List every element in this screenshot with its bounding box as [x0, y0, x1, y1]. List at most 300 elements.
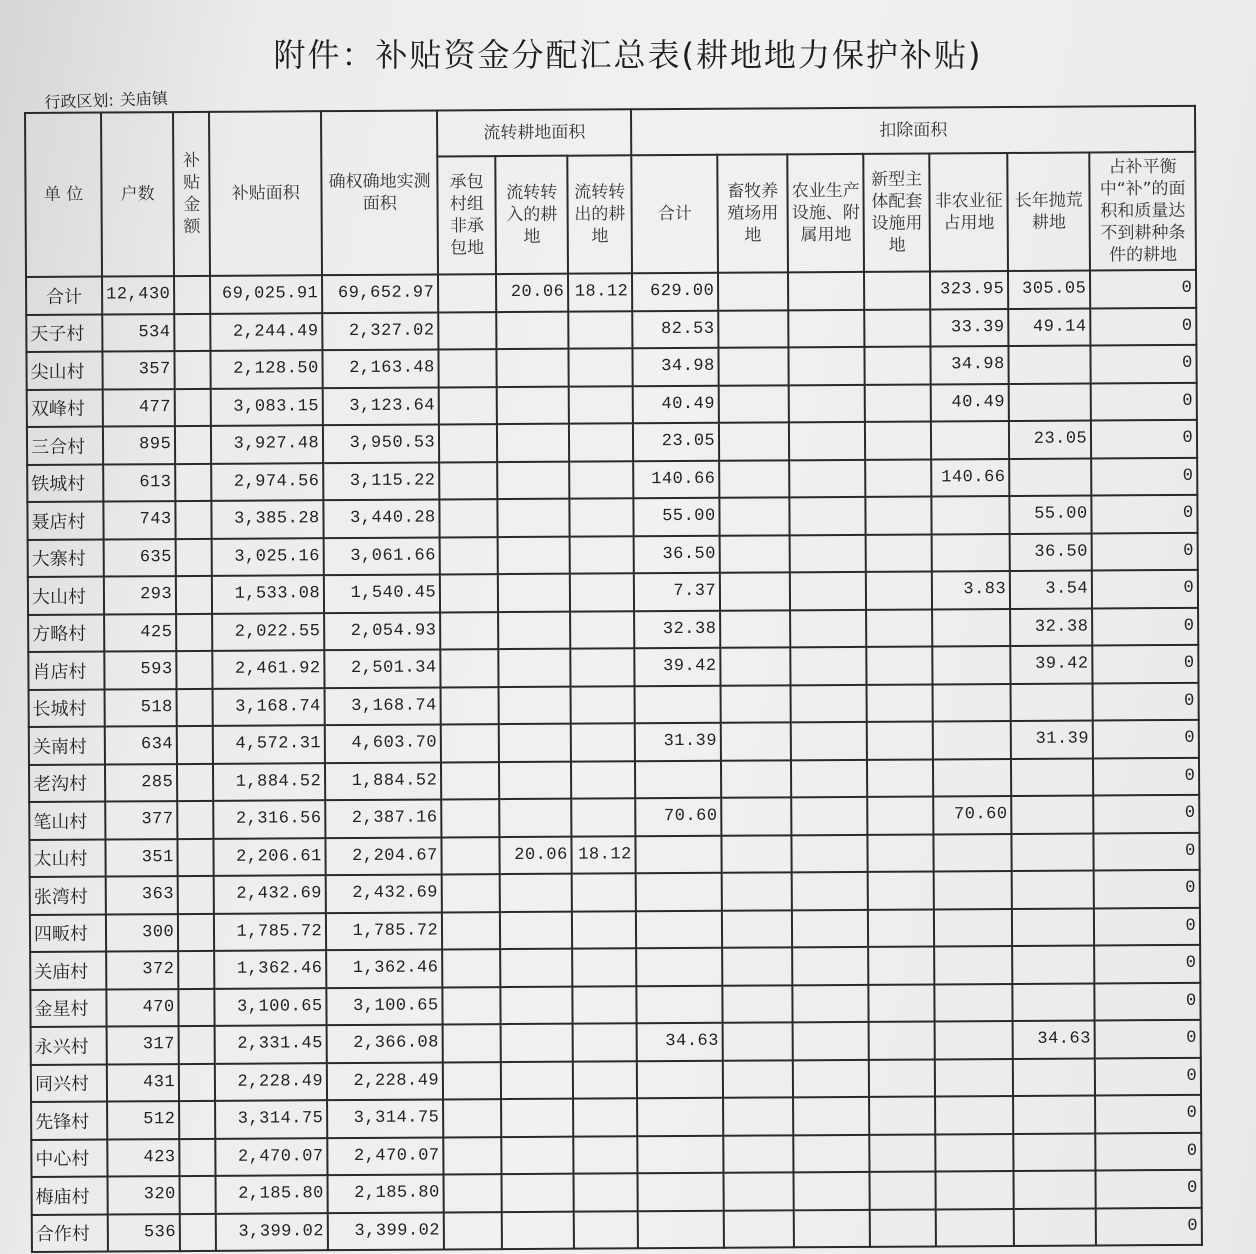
cell-agri-facility: [790, 609, 866, 647]
region-value: 关庙镇: [119, 88, 169, 110]
cell-agri-facility: [793, 984, 869, 1022]
cell-transfer-contract: [442, 912, 500, 950]
cell-measured-area: 3,399.02: [328, 1212, 444, 1250]
cell-subsidy-area: 3,025.16: [212, 538, 324, 576]
cell-livestock: [723, 985, 793, 1023]
cell-households: 470: [106, 989, 178, 1027]
cell-transfer-out: [571, 723, 635, 761]
cell-transfer-contract: [439, 462, 497, 500]
cell-balance: 0: [1095, 1132, 1201, 1170]
cell-livestock: [718, 310, 788, 348]
cell-transfer-in: [497, 386, 569, 424]
cell-balance: 0: [1092, 532, 1198, 570]
cell-livestock: [723, 1135, 793, 1173]
cell-subsidy-amount: [178, 951, 214, 989]
cell-agri-facility: [789, 422, 865, 460]
cell-measured-area: 2,387.16: [325, 799, 441, 837]
cell-balance: 0: [1092, 607, 1198, 645]
cell-new-entity: [867, 684, 933, 722]
cell-unit: 笔山村: [29, 802, 105, 840]
cell-unit: 三合村: [27, 427, 103, 465]
cell-balance: 0: [1094, 945, 1200, 983]
cell-subsidy-amount: [177, 763, 213, 801]
cell-measured-area: 3,950.53: [323, 424, 439, 462]
cell-deduct-total: [637, 1098, 723, 1136]
cell-transfer-out: 18.12: [568, 273, 632, 311]
cell-transfer-out: [570, 536, 634, 574]
cell-abandoned: [1013, 1058, 1095, 1096]
cell-households: 425: [104, 614, 176, 652]
cell-subsidy-area: 3,168.74: [213, 688, 325, 726]
cell-balance: 0: [1095, 982, 1201, 1020]
cell-transfer-contract: [439, 424, 497, 462]
cell-measured-area: 2,470.07: [327, 1137, 443, 1175]
cell-transfer-out: [570, 611, 634, 649]
cell-subsidy-amount: [177, 801, 213, 839]
cell-transfer-in: [500, 949, 572, 987]
cell-agri-facility: [791, 647, 867, 685]
cell-subsidy-amount: [177, 726, 213, 764]
cell-transfer-in: [501, 1061, 573, 1099]
cell-agri-facility: [788, 272, 864, 310]
cell-transfer-contract: [442, 874, 500, 912]
cell-measured-area: 3,115.22: [323, 462, 439, 500]
cell-transfer-in: [498, 499, 570, 537]
cell-households: 536: [108, 1214, 180, 1252]
cell-households: 477: [103, 389, 175, 427]
header-non-agri: 非农业征占用地: [929, 153, 1008, 271]
cell-new-entity: [865, 384, 931, 422]
cell-abandoned: 34.63: [1013, 1020, 1095, 1058]
cell-unit: 张湾村: [30, 877, 106, 915]
cell-livestock: [721, 647, 791, 685]
cell-non-agri: [933, 758, 1011, 796]
cell-households: 377: [105, 801, 177, 839]
cell-transfer-out: [569, 461, 633, 499]
cell-balance: 0: [1090, 270, 1196, 308]
cell-balance: 0: [1095, 1020, 1201, 1058]
cell-livestock: [723, 1022, 793, 1060]
cell-deduct-total: [638, 1210, 724, 1248]
cell-households: 895: [103, 426, 175, 464]
cell-new-entity: [869, 1096, 935, 1134]
header-unit: 单 位: [25, 113, 102, 277]
cell-balance: 0: [1093, 757, 1199, 795]
cell-measured-area: 2,204.67: [326, 837, 442, 875]
cell-households: 372: [106, 951, 178, 989]
cell-abandoned: [1012, 833, 1094, 871]
cell-abandoned: [1012, 945, 1094, 983]
cell-new-entity: [868, 946, 934, 984]
cell-transfer-out: [573, 1061, 637, 1099]
cell-livestock: [718, 272, 788, 310]
cell-transfer-contract: [443, 987, 501, 1025]
cell-livestock: [719, 422, 789, 460]
cell-measured-area: 3,061.66: [324, 537, 440, 575]
cell-measured-area: 3,314.75: [327, 1099, 443, 1137]
cell-transfer-in: [499, 761, 571, 799]
cell-transfer-in: [501, 1024, 573, 1062]
cell-households: 12,430: [102, 276, 174, 314]
cell-transfer-out: [572, 873, 636, 911]
cell-deduct-total: [636, 835, 722, 873]
cell-livestock: [723, 1060, 793, 1098]
cell-deduct-total: 34.98: [633, 348, 719, 386]
cell-transfer-contract: [440, 499, 498, 537]
cell-transfer-in: [499, 649, 571, 687]
cell-new-entity: [868, 909, 934, 947]
cell-new-entity: [866, 534, 932, 572]
cell-transfer-contract: [440, 537, 498, 575]
cell-subsidy-amount: [179, 1101, 215, 1139]
cell-balance: 0: [1091, 345, 1197, 383]
cell-measured-area: 2,432.69: [326, 874, 442, 912]
table-body: [26, 270, 1202, 1252]
cell-measured-area: 2,185.80: [328, 1174, 444, 1212]
cell-new-entity: [869, 1059, 935, 1097]
cell-transfer-contract: [441, 724, 499, 762]
cell-subsidy-area: 2,470.07: [215, 1138, 327, 1176]
cell-non-agri: [934, 908, 1012, 946]
cell-new-entity: [868, 834, 934, 872]
cell-transfer-in: [500, 874, 572, 912]
cell-abandoned: 305.05: [1008, 270, 1090, 308]
cell-balance: 0: [1092, 570, 1198, 608]
cell-transfer-contract: [444, 1174, 502, 1212]
cell-agri-facility: [791, 722, 867, 760]
cell-subsidy-amount: [176, 501, 212, 539]
cell-unit: 老沟村: [29, 764, 105, 802]
cell-subsidy-area: 2,461.92: [213, 650, 325, 688]
cell-transfer-in: [499, 724, 571, 762]
cell-subsidy-area: 3,399.02: [216, 1213, 328, 1251]
cell-non-agri: [934, 946, 1012, 984]
cell-new-entity: [870, 1209, 936, 1247]
cell-new-entity: [865, 346, 931, 384]
cell-deduct-total: [636, 873, 722, 911]
cell-transfer-out: [573, 1023, 637, 1061]
cell-unit: 永兴村: [31, 1027, 107, 1065]
cell-livestock: [723, 1097, 793, 1135]
cell-transfer-contract: [438, 274, 496, 312]
cell-agri-facility: [792, 947, 868, 985]
cell-abandoned: 39.42: [1010, 645, 1092, 683]
cell-subsidy-amount: [177, 651, 213, 689]
cell-agri-facility: [789, 459, 865, 497]
cell-livestock: [724, 1210, 794, 1248]
cell-subsidy-area: 2,185.80: [216, 1175, 328, 1213]
cell-transfer-contract: [443, 1062, 501, 1100]
cell-subsidy-area: 1,362.46: [214, 950, 326, 988]
cell-subsidy-area: 2,316.56: [213, 800, 325, 838]
cell-new-entity: [866, 571, 932, 609]
cell-livestock: [719, 347, 789, 385]
cell-unit: 尖山村: [26, 352, 102, 390]
cell-deduct-total: 82.53: [632, 310, 718, 348]
cell-deduct-total: [637, 1135, 723, 1173]
cell-subsidy-amount: [176, 538, 212, 576]
cell-deduct-total: 31.39: [635, 723, 721, 761]
cell-transfer-contract: [442, 837, 500, 875]
cell-balance: 0: [1091, 420, 1197, 458]
cell-non-agri: [931, 421, 1009, 459]
cell-agri-facility: [790, 534, 866, 572]
cell-subsidy-area: 1,533.08: [212, 575, 324, 613]
cell-new-entity: [865, 421, 931, 459]
cell-non-agri: 70.60: [933, 796, 1011, 834]
cell-unit: 中心村: [31, 1139, 107, 1177]
cell-unit: 金星村: [30, 989, 106, 1027]
cell-unit: 太山村: [29, 839, 105, 877]
cell-transfer-contract: [441, 649, 499, 687]
header-transfer-contract: 承包村组非承包地: [437, 156, 496, 274]
cell-transfer-in: [501, 986, 573, 1024]
cell-transfer-in: [502, 1211, 574, 1249]
cell-non-agri: [932, 608, 1010, 646]
cell-new-entity: [867, 759, 933, 797]
cell-households: 512: [107, 1101, 179, 1139]
cell-deduct-total: 36.50: [634, 535, 720, 573]
cell-agri-facility: [794, 1172, 870, 1210]
cell-transfer-out: [571, 648, 635, 686]
cell-new-entity: [864, 271, 930, 309]
cell-transfer-in: [500, 911, 572, 949]
header-livestock: 畜牧养殖场用地: [717, 154, 788, 272]
cell-subsidy-area: 3,100.65: [215, 988, 327, 1026]
cell-unit: 大山村: [28, 577, 104, 615]
cell-abandoned: 32.38: [1010, 608, 1092, 646]
cell-households: 357: [102, 351, 174, 389]
header-transfer-group: 流转耕地面积: [437, 109, 631, 156]
cell-deduct-total: 140.66: [633, 460, 719, 498]
cell-agri-facility: [792, 834, 868, 872]
cell-transfer-out: [573, 1098, 637, 1136]
header-new-entity: 新型主体配套设施用地: [863, 153, 930, 271]
cell-livestock: [719, 385, 789, 423]
cell-abandoned: [1009, 458, 1091, 496]
cell-households: 300: [106, 914, 178, 952]
cell-transfer-contract: [441, 687, 499, 725]
cell-balance: 0: [1093, 720, 1199, 758]
cell-households: 293: [104, 576, 176, 614]
cell-transfer-contract: [442, 949, 500, 987]
cell-measured-area: 4,603.70: [325, 724, 441, 762]
subsidy-table: [24, 105, 1203, 1253]
cell-unit: 铁城村: [27, 464, 103, 502]
cell-households: 431: [107, 1064, 179, 1102]
cell-abandoned: 31.39: [1011, 720, 1093, 758]
cell-agri-facility: [791, 759, 867, 797]
cell-measured-area: 3,440.28: [324, 499, 440, 537]
cell-non-agri: [935, 1133, 1013, 1171]
cell-subsidy-amount: [175, 388, 211, 426]
cell-transfer-in: 20.06: [500, 836, 572, 874]
cell-subsidy-area: 4,572.31: [213, 725, 325, 763]
cell-abandoned: 23.05: [1009, 420, 1091, 458]
cell-measured-area: 2,054.93: [324, 612, 440, 650]
cell-transfer-out: [574, 1173, 638, 1211]
cell-new-entity: [864, 309, 930, 347]
cell-livestock: [724, 1172, 794, 1210]
header-subsidy-area: 补贴面积: [209, 111, 322, 276]
cell-non-agri: 140.66: [931, 458, 1009, 496]
cell-transfer-in: [498, 574, 570, 612]
cell-balance: 0: [1091, 457, 1197, 495]
cell-agri-facility: [791, 684, 867, 722]
cell-deduct-total: 40.49: [633, 385, 719, 423]
cell-transfer-in: [498, 611, 570, 649]
header-measured-area: 确权确地实测面积: [321, 110, 438, 275]
cell-abandoned: 49.14: [1008, 308, 1090, 346]
cell-subsidy-amount: [179, 988, 215, 1026]
cell-abandoned: [1011, 795, 1093, 833]
cell-agri-facility: [793, 1022, 869, 1060]
cell-transfer-contract: [443, 1099, 501, 1137]
cell-subsidy-area: 2,974.56: [211, 463, 323, 501]
cell-households: 320: [108, 1176, 180, 1214]
cell-abandoned: [1012, 908, 1094, 946]
table-row: [32, 1207, 1202, 1252]
cell-non-agri: [932, 533, 1010, 571]
cell-new-entity: [867, 646, 933, 684]
header-deduct-total: 合计: [631, 155, 718, 274]
region-label: 行政区划:: [44, 90, 115, 112]
cell-households: 317: [107, 1026, 179, 1064]
cell-abandoned: [1014, 1170, 1096, 1208]
cell-deduct-total: 34.63: [637, 1023, 723, 1061]
cell-new-entity: [867, 796, 933, 834]
cell-deduct-total: [636, 948, 722, 986]
cell-transfer-in: [497, 461, 569, 499]
cell-balance: 0: [1090, 307, 1196, 345]
cell-deduct-total: [637, 985, 723, 1023]
header-agri-facility: 农业生产设施、附属用地: [787, 154, 864, 272]
cell-households: 363: [106, 876, 178, 914]
cell-measured-area: 3,168.74: [325, 687, 441, 725]
cell-abandoned: [1013, 983, 1095, 1021]
cell-deduct-total: [638, 1173, 724, 1211]
cell-transfer-out: [570, 573, 634, 611]
cell-subsidy-amount: [175, 351, 211, 389]
cell-transfer-in: [497, 424, 569, 462]
cell-new-entity: [865, 459, 931, 497]
cell-transfer-out: [568, 311, 632, 349]
header-abandoned: 长年抛荒耕地: [1007, 152, 1090, 270]
cell-transfer-out: [571, 761, 635, 799]
cell-subsidy-area: 2,206.61: [214, 838, 326, 876]
cell-abandoned: [1009, 345, 1091, 383]
cell-transfer-in: [498, 536, 570, 574]
cell-balance: 0: [1094, 870, 1200, 908]
cell-subsidy-amount: [176, 576, 212, 614]
cell-deduct-total: [635, 760, 721, 798]
cell-non-agri: 40.49: [931, 383, 1009, 421]
cell-non-agri: 34.98: [931, 346, 1009, 384]
cell-subsidy-area: 1,785.72: [214, 913, 326, 951]
cell-transfer-contract: [443, 1137, 501, 1175]
cell-subsidy-amount: [180, 1213, 216, 1251]
cell-abandoned: [1009, 383, 1091, 421]
cell-households: 743: [103, 501, 175, 539]
cell-agri-facility: [789, 384, 865, 422]
cell-transfer-contract: [439, 349, 497, 387]
cell-balance: 0: [1095, 1095, 1201, 1133]
cell-transfer-out: [572, 948, 636, 986]
header-transfer-out: 流转转出的耕地: [567, 155, 632, 273]
cell-new-entity: [869, 1134, 935, 1172]
cell-measured-area: 69,652.97: [322, 274, 438, 312]
cell-non-agri: [933, 683, 1011, 721]
cell-subsidy-area: 2,228.49: [215, 1063, 327, 1101]
cell-households: 534: [102, 314, 174, 352]
cell-deduct-total: [635, 685, 721, 723]
cell-transfer-in: [501, 1136, 573, 1174]
header-deduct-group: 扣除面积: [631, 106, 1195, 155]
cell-subsidy-area: 3,927.48: [211, 425, 323, 463]
cell-unit: 梅庙村: [32, 1177, 108, 1215]
cell-measured-area: 2,228.49: [327, 1062, 443, 1100]
cell-transfer-out: 18.12: [572, 836, 636, 874]
cell-measured-area: 3,123.64: [323, 387, 439, 425]
cell-unit: 大寨村: [28, 539, 104, 577]
cell-agri-facility: [794, 1209, 870, 1247]
cell-new-entity: [868, 871, 934, 909]
cell-households: 593: [104, 651, 176, 689]
cell-livestock: [720, 497, 790, 535]
cell-balance: 0: [1092, 645, 1198, 683]
cell-livestock: [721, 797, 791, 835]
cell-subsidy-amount: [175, 463, 211, 501]
cell-abandoned: 55.00: [1010, 495, 1092, 533]
cell-transfer-in: 20.06: [496, 274, 568, 312]
cell-households: 635: [104, 539, 176, 577]
cell-abandoned: [1012, 870, 1094, 908]
cell-households: 634: [105, 726, 177, 764]
cell-transfer-in: [496, 311, 568, 349]
cell-abandoned: [1011, 683, 1093, 721]
cell-subsidy-amount: [174, 313, 210, 351]
cell-balance: 0: [1094, 832, 1200, 870]
cell-subsidy-area: 69,025.91: [210, 275, 322, 313]
cell-unit: 聂店村: [27, 502, 103, 540]
cell-subsidy-area: 2,128.50: [211, 350, 323, 388]
cell-non-agri: [935, 1021, 1013, 1059]
cell-subsidy-amount: [175, 426, 211, 464]
header-subsidy-amount: 补贴金额: [173, 112, 210, 276]
cell-abandoned: [1014, 1208, 1096, 1246]
cell-non-agri: [934, 871, 1012, 909]
cell-non-agri: [935, 1096, 1013, 1134]
cell-measured-area: 2,366.08: [327, 1024, 443, 1062]
cell-measured-area: 2,501.34: [325, 649, 441, 687]
cell-transfer-out: [571, 798, 635, 836]
cell-balance: 0: [1096, 1170, 1202, 1208]
cell-households: 423: [107, 1139, 179, 1177]
cell-transfer-in: [499, 799, 571, 837]
cell-subsidy-area: 2,331.45: [215, 1025, 327, 1063]
cell-transfer-contract: [440, 612, 498, 650]
cell-new-entity: [866, 609, 932, 647]
header-balance: 占补平衡中“补”的面积和质量达不到耕种条件的耕地: [1089, 152, 1196, 271]
cell-subsidy-area: 3,385.28: [212, 500, 324, 538]
cell-livestock: [722, 872, 792, 910]
cell-transfer-in: [501, 1099, 573, 1137]
cell-transfer-contract: [440, 574, 498, 612]
cell-transfer-out: [574, 1211, 638, 1249]
cell-livestock: [720, 572, 790, 610]
cell-livestock: [722, 835, 792, 873]
cell-subsidy-amount: [178, 913, 214, 951]
